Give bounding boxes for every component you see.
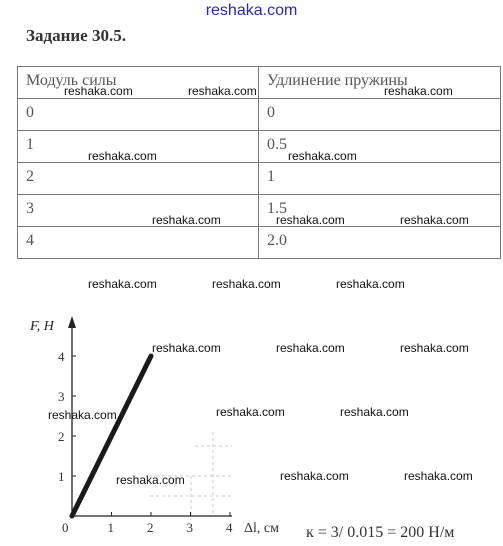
- watermark-text: reshaka.com: [88, 149, 157, 163]
- watermark-text: reshaka.com: [216, 405, 285, 419]
- watermark-text: reshaka.com: [212, 277, 281, 291]
- series: [72, 356, 151, 516]
- formula: к = 3/ 0.015 = 200 Н/м: [306, 524, 455, 541]
- y-axis-label: F, Н: [30, 319, 54, 334]
- x-tick-label: 1: [107, 520, 114, 535]
- x-tick-label: 4: [226, 520, 233, 535]
- cell-extension: 0.5: [259, 131, 501, 163]
- watermark-text: reshaka.com: [64, 84, 133, 98]
- cell-extension: 1.5: [259, 195, 501, 227]
- y-tick-label: 3: [58, 389, 65, 404]
- cell-extension: 0: [259, 99, 501, 131]
- watermark-text: reshaka.com: [188, 84, 257, 98]
- watermark-text: reshaka.com: [116, 473, 185, 487]
- origin-label: 0: [62, 520, 69, 535]
- y-axis-arrow: [68, 316, 76, 328]
- y-tick-label: 2: [58, 429, 65, 444]
- x-tick-label: 2: [147, 520, 154, 535]
- cell-extension: 2.0: [259, 227, 501, 259]
- watermark-text: reshaka.com: [88, 277, 157, 291]
- watermark-text: reshaka.com: [340, 405, 409, 419]
- cell-extension: 1: [259, 163, 501, 195]
- watermark-text: reshaka.com: [276, 213, 345, 227]
- site-name[interactable]: reshaka.com: [205, 2, 298, 19]
- watermark-text: reshaka.com: [404, 469, 473, 483]
- watermark-text: reshaka.com: [384, 84, 453, 98]
- watermark-text: reshaka.com: [400, 341, 469, 355]
- header-force: Модуль силы: [18, 67, 259, 99]
- watermark-text: reshaka.com: [336, 277, 405, 291]
- watermark-text: reshaka.com: [400, 213, 469, 227]
- y-tick-label: 4: [58, 349, 65, 364]
- task-title: Задание 30.5.: [26, 26, 126, 45]
- x-tick-label: 3: [186, 520, 193, 535]
- watermark-text: reshaka.com: [48, 408, 117, 422]
- cell-force: 1: [18, 131, 259, 163]
- cell-force: 0: [18, 99, 259, 131]
- cell-force: 3: [18, 195, 259, 227]
- cell-force: 2: [18, 163, 259, 195]
- watermark-text: reshaka.com: [152, 213, 221, 227]
- watermark-text: reshaka.com: [152, 341, 221, 355]
- watermark-text: reshaka.com: [288, 149, 357, 163]
- watermark-text: reshaka.com: [276, 341, 345, 355]
- y-tick-label: 1: [58, 469, 65, 484]
- x-axis-label: Δl, см: [244, 521, 279, 536]
- watermark-text: reshaka.com: [280, 469, 349, 483]
- series-line: [72, 356, 151, 516]
- header-extension: Удлинение пружины: [259, 67, 501, 99]
- cell-force: 4: [18, 227, 259, 259]
